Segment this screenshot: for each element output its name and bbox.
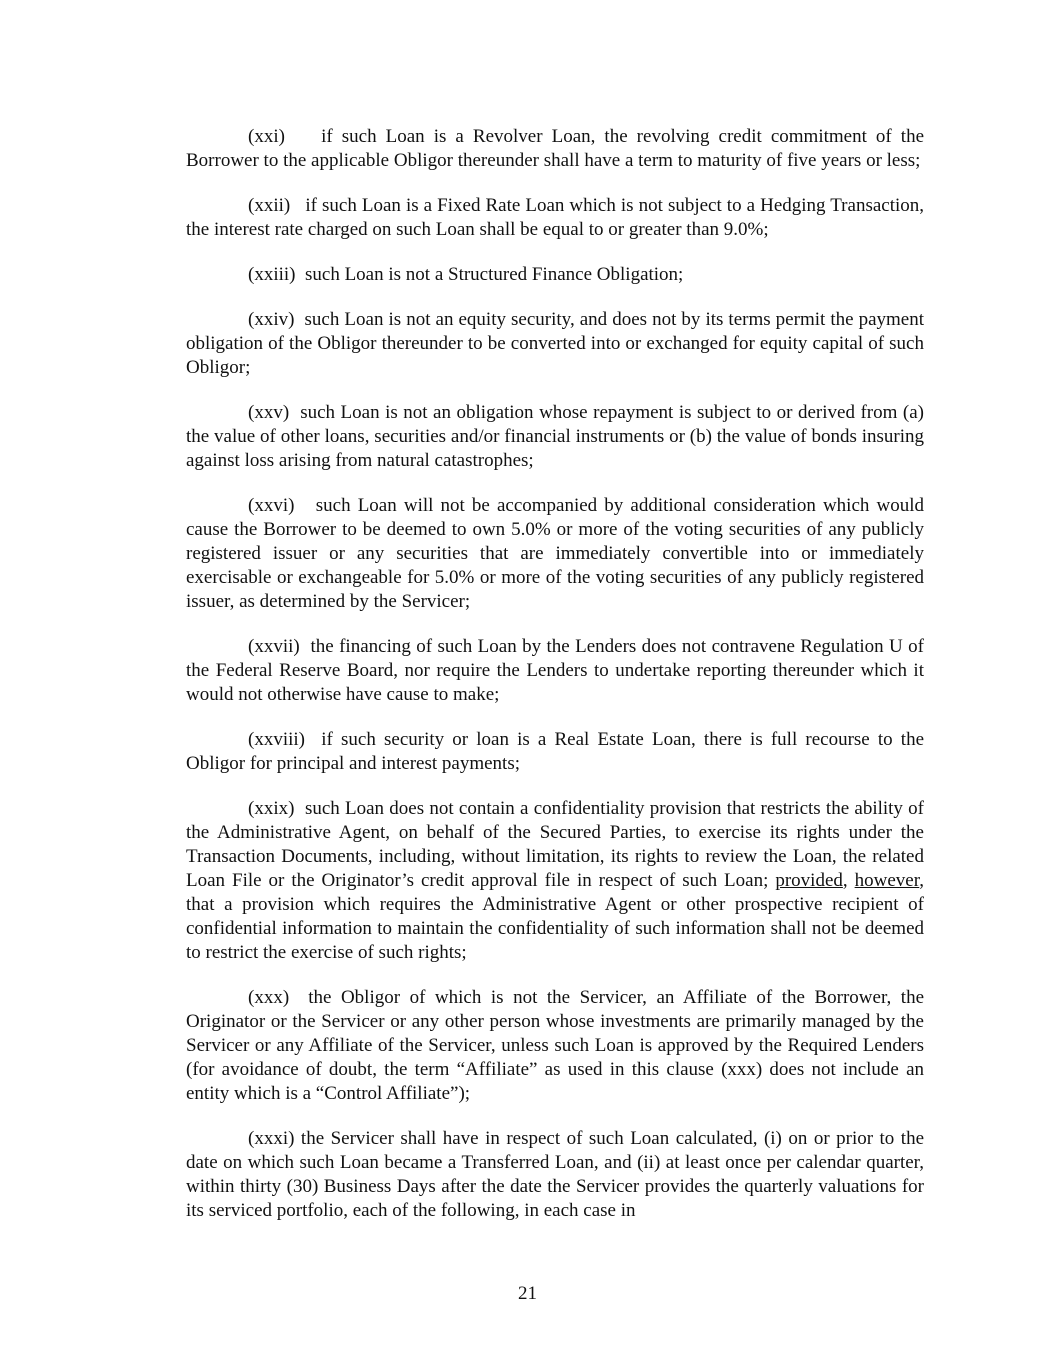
page-number: 21: [518, 1283, 537, 1304]
clause-xxvii: [186, 635, 924, 707]
clause-marker: (xxxi): [248, 1128, 295, 1149]
punctuation: ,: [842, 870, 848, 891]
clause-xxiv: [186, 308, 924, 380]
clause-marker: (xxv): [248, 402, 290, 423]
clause-xxvi: [186, 494, 924, 614]
clause-marker: (xxviii): [248, 729, 305, 750]
clause-xxix: [186, 797, 924, 965]
clause-marker: (xxix): [248, 798, 295, 819]
clause-xxv: [186, 401, 924, 473]
clause-xxxi: [186, 1127, 924, 1223]
clause-text: if such security or loan is a Real Estate Loan, there is full recourse to the Obligor for principal and interest payments;: [186, 729, 924, 774]
clause-text: the financing of such Loan by the Lenders does not contravene Regulation U of the Federal Reserve Board, nor require the Lenders to undertake reporting thereunder which it would not otherwise have cause to make;: [186, 636, 924, 705]
clause-xxi: [186, 125, 924, 173]
clause-text: the Obligor of which is not the Servicer, an Affiliate of the Borrower, the Originator or the Servicer or any other person whose investments are primarily managed by the Servicer or any Affiliate of the Servicer, unless such Loan is approved by the Required Lenders (for avoidance of doubt, the term “Affiliate” as used in this clause (xxx) does not include an entity which is a “Control Affiliate”);: [186, 987, 925, 1104]
clause-text-continued: , that a provision which requires the Administrative Agent or other prospective recipient of confidential information to maintain the confidentiality of such information shall not be deemed to restrict the exercise of such rights;: [186, 870, 925, 963]
clause-marker: (xxvii): [248, 636, 300, 657]
clause-text: such Loan does not contain a confidentiality provision that restricts the ability of the Administrative Agent, on behalf of the Secured Parties, to exercise its rights under the Transaction Documents, including, without limitation, its rights to review the Loan, the related Loan File or the Originator’s credit approval file in respect of such Loan;: [186, 798, 925, 891]
clause-text: such Loan is not an obligation whose repayment is subject to or derived from (a) the value of other loans, securities and/or financial instruments or (b) the value of bonds insuring against loss arising from natural catastrophes;: [186, 402, 924, 471]
underlined-term-however: however: [854, 870, 920, 891]
clause-text: if such Loan is a Fixed Rate Loan which is not subject to a Hedging Transaction, the interest rate charged on such Loan shall be equal to or greater than 9.0%;: [186, 195, 925, 240]
clause-marker: (xxii): [248, 195, 291, 216]
document-body: [186, 125, 924, 1244]
clause-marker: (xxx): [248, 987, 290, 1008]
clause-marker: (xxiii): [248, 264, 296, 285]
underlined-term-provided: provided: [775, 870, 843, 891]
clause-text: if such Loan is a Revolver Loan, the revolving credit commitment of the Borrower to the applicable Obligor thereunder shall have a term to maturity of five years or less;: [186, 126, 924, 171]
clause-xxiii: [186, 263, 924, 287]
clause-xxviii: [186, 728, 924, 776]
clause-xxii: [186, 194, 924, 242]
clause-text: the Servicer shall have in respect of such Loan calculated, (i) on or prior to the date on which such Loan became a Transferred Loan, and (ii) at least once per calendar quarter, within thirty (30) Business Days after the date the Servicer provides the quarterly valuations for its serviced portfolio, each of the following, in each case in: [186, 1128, 924, 1221]
clause-xxx: [186, 986, 924, 1106]
clause-marker: (xxvi): [248, 495, 295, 516]
clause-text: such Loan will not be accompanied by additional consideration which would cause the Borrower to be deemed to own 5.0% or more of the voting securities of any publicly registered issuer or any securities that are immediately convertible into or immediately exercisable or exchangeable for 5.0% or more of the voting securities of any publicly registered issuer, as determined by the Servicer;: [186, 495, 924, 612]
clause-marker: (xxi): [248, 126, 285, 147]
clause-text: such Loan is not a Structured Finance Obligation;: [305, 264, 684, 285]
clause-marker: (xxiv): [248, 309, 295, 330]
clause-text: such Loan is not an equity security, and does not by its terms permit the payment obligation of the Obligor thereunder to be converted into or exchanged for equity capital of such Obligor;: [186, 309, 925, 378]
